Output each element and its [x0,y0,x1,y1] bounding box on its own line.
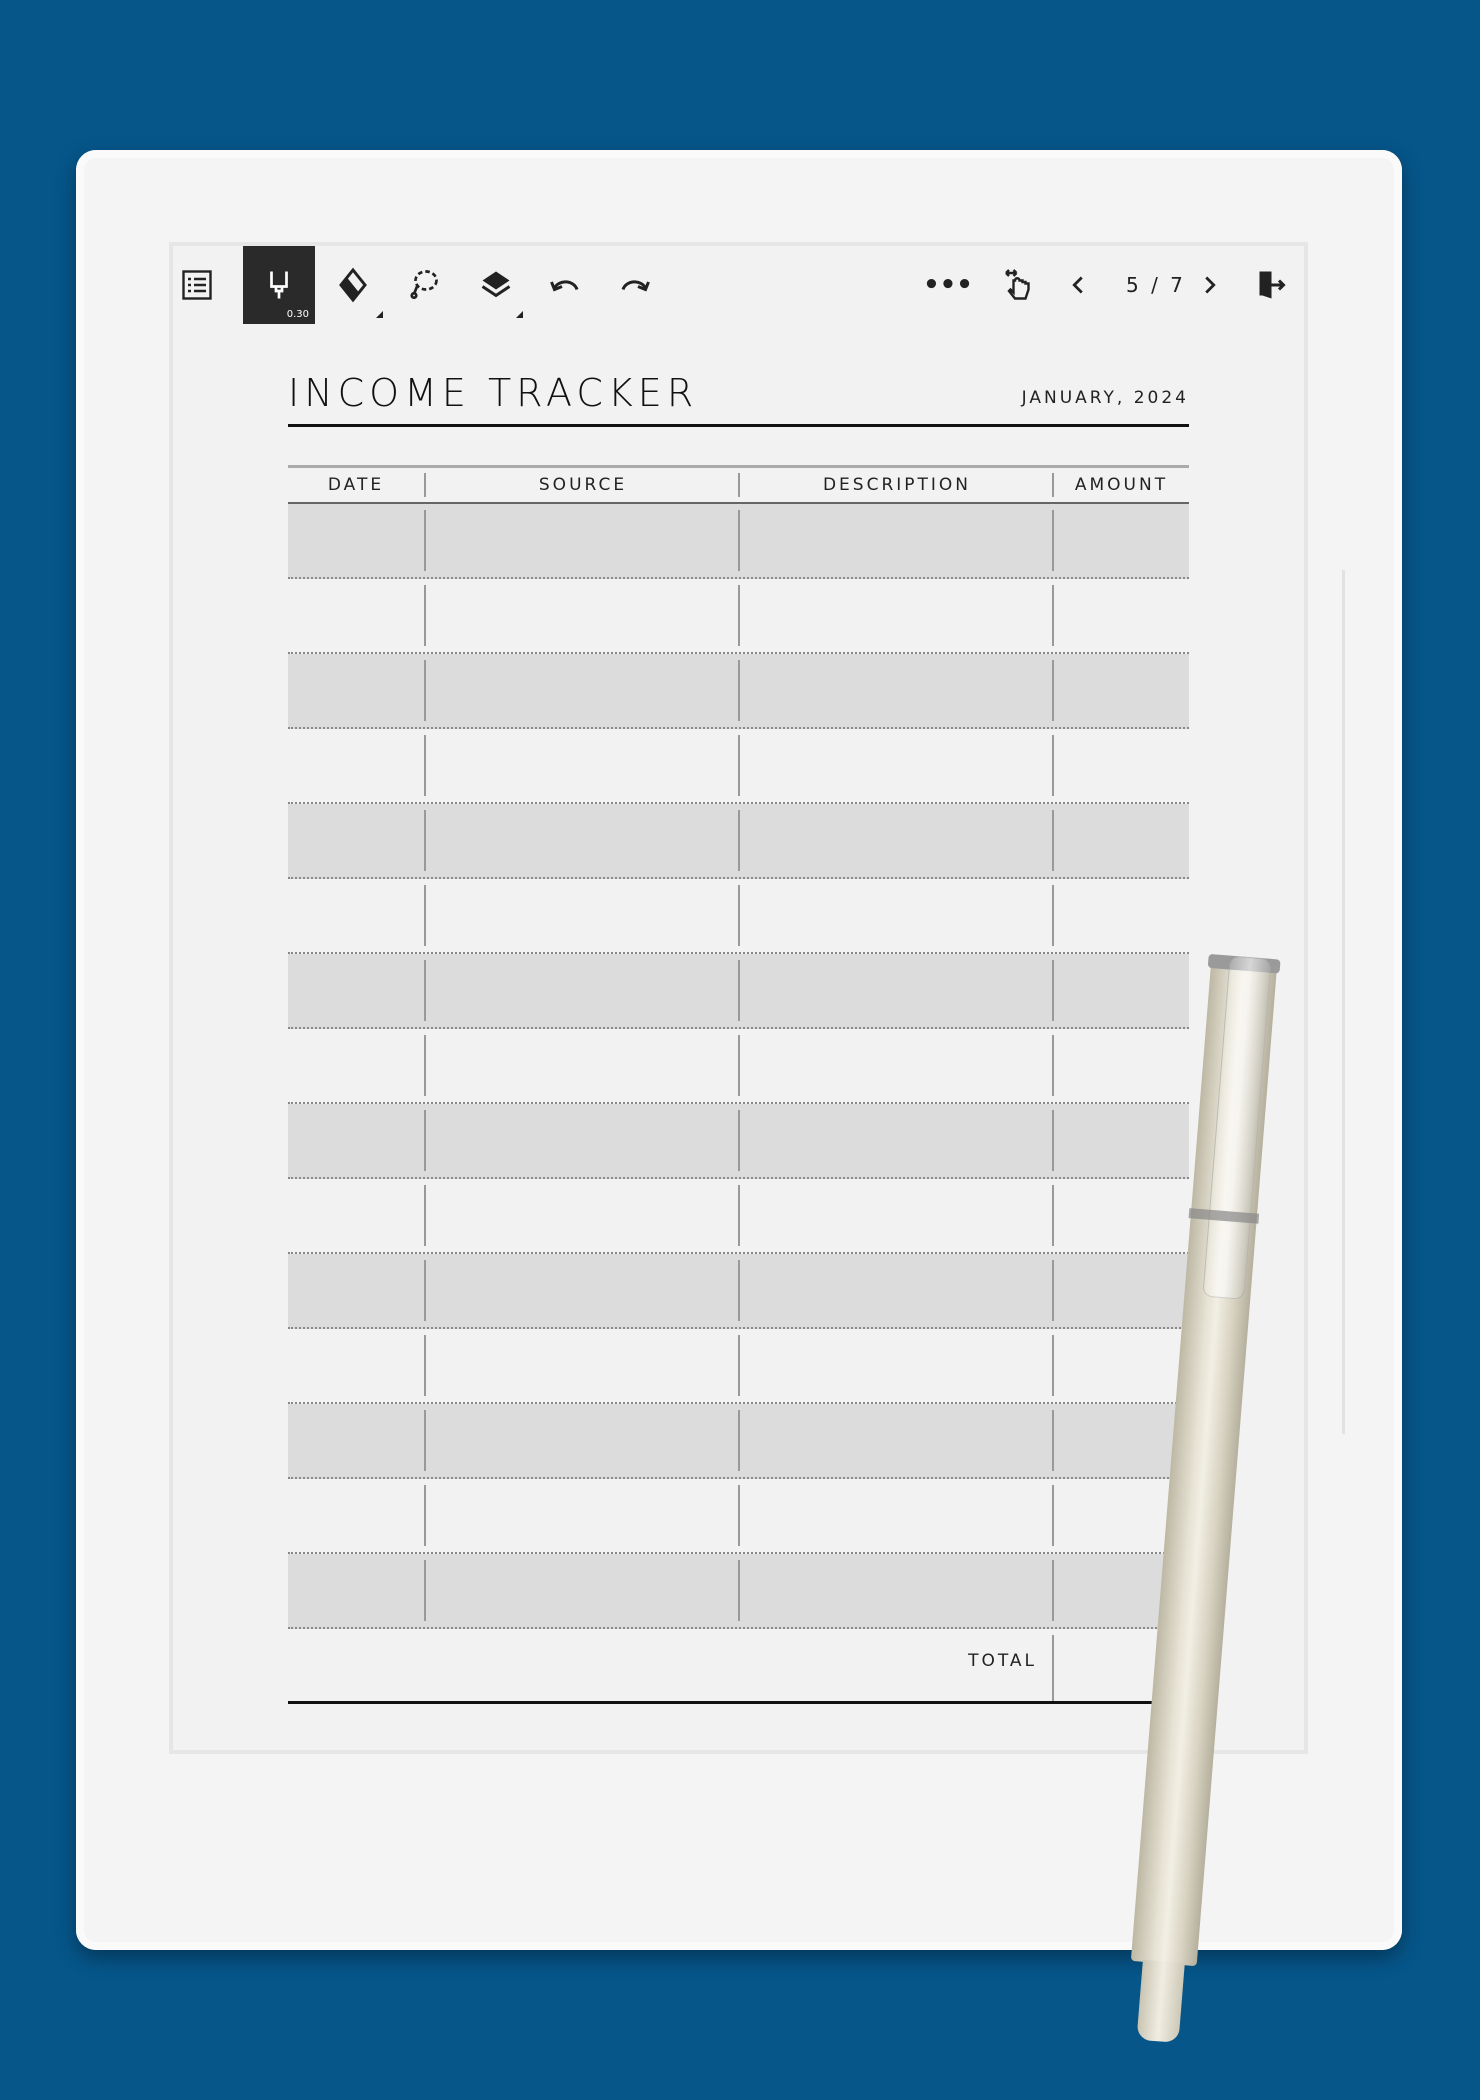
more-icon: ••• [923,270,973,300]
column-divider [424,1335,426,1396]
column-divider [738,1260,740,1321]
column-divider [1052,1560,1054,1621]
column-divider [738,1560,740,1621]
toc-button[interactable] [173,246,221,324]
table-row[interactable] [288,654,1189,729]
column-divider [424,885,426,946]
pen-icon [261,267,297,303]
column-header-amount: AMOUNT [1052,473,1189,497]
column-divider [1052,585,1054,646]
total-row [288,1629,1189,1703]
column-divider [424,510,426,571]
table-row[interactable] [288,1554,1189,1629]
column-divider [1052,960,1054,1021]
column-divider [738,1185,740,1246]
column-divider [424,585,426,646]
column-divider [738,1485,740,1546]
column-divider [1052,1485,1054,1546]
column-divider [1052,885,1054,946]
column-divider [738,660,740,721]
exit-button[interactable] [1248,246,1292,324]
column-divider [424,1110,426,1171]
column-divider [424,1035,426,1096]
undo-icon [547,267,583,303]
column-divider [1052,1110,1054,1171]
column-divider [1052,1185,1054,1246]
column-divider [1052,660,1054,721]
layers-button[interactable] [463,246,529,324]
next-page-icon [1195,267,1225,303]
pen-tool-button[interactable] [243,246,315,324]
column-divider [738,885,740,946]
column-divider [424,1185,426,1246]
table-header [288,465,1189,504]
total-divider [1052,1635,1054,1703]
column-divider [738,810,740,871]
table-row[interactable] [288,1254,1189,1329]
eraser-icon [335,267,371,303]
column-divider [738,1335,740,1396]
column-divider [738,735,740,796]
column-header-description: DESCRIPTION [738,473,1054,497]
eraser-button[interactable] [323,246,383,324]
page-indicator: 5 / 7 [1126,273,1186,297]
column-divider [424,960,426,1021]
prev-page-button[interactable] [1063,246,1093,324]
column-header-source: SOURCE [424,473,740,497]
income-table [288,465,1189,1703]
next-page-button[interactable] [1195,246,1225,324]
column-divider [738,960,740,1021]
column-divider [1052,1410,1054,1471]
column-divider [424,735,426,796]
column-divider [738,1110,740,1171]
column-divider [1052,810,1054,871]
column-divider [424,1260,426,1321]
table-row[interactable] [288,1029,1189,1104]
column-divider [1052,1260,1054,1321]
column-header-date: DATE [327,475,385,495]
layers-options-icon[interactable] [516,311,523,318]
table-row[interactable] [288,504,1189,579]
table-row[interactable] [288,1179,1189,1254]
lasso-button[interactable] [393,246,453,324]
page-title: INCOME TRACKER [288,371,699,415]
title-divider [288,424,1189,427]
layers-icon [478,267,514,303]
column-divider [738,1410,740,1471]
column-divider [1052,735,1054,796]
eraser-options-icon[interactable] [376,311,383,318]
prev-page-icon [1063,267,1093,303]
column-divider [738,1035,740,1096]
redo-icon [617,267,653,303]
more-button[interactable] [923,246,973,324]
toc-icon [179,267,215,303]
redo-button[interactable] [605,246,665,324]
column-divider [424,810,426,871]
pen-size-label: 0.30 [286,309,309,320]
table-body [288,504,1189,1629]
toolbar [173,246,1304,324]
table-row[interactable] [288,1404,1189,1479]
bezel-stylus-groove [1342,570,1345,1434]
page-date: JANUARY, 2024 [1021,388,1189,408]
bottom-divider [288,1701,1189,1704]
lasso-icon [405,267,441,303]
column-divider [738,510,740,571]
gesture-button[interactable] [993,246,1043,324]
table-row[interactable] [288,804,1189,879]
table-row[interactable] [288,879,1189,954]
undo-button[interactable] [535,246,595,324]
exit-icon [1252,267,1288,303]
table-row[interactable] [288,1479,1189,1554]
table-row[interactable] [288,729,1189,804]
column-divider [424,1410,426,1471]
column-divider [424,1485,426,1546]
column-divider [738,585,740,646]
total-label: TOTAL [968,1651,1037,1671]
pen-tip [1137,1960,1185,2043]
table-row[interactable] [288,579,1189,654]
table-row[interactable] [288,1329,1189,1404]
column-divider [1052,510,1054,571]
table-row[interactable] [288,954,1189,1029]
column-divider [1052,1035,1054,1096]
gesture-icon [1000,267,1036,303]
table-row[interactable] [288,1104,1189,1179]
column-divider [424,1560,426,1621]
column-divider [1052,1335,1054,1396]
tablet-screen [173,246,1304,1750]
column-divider [424,660,426,721]
